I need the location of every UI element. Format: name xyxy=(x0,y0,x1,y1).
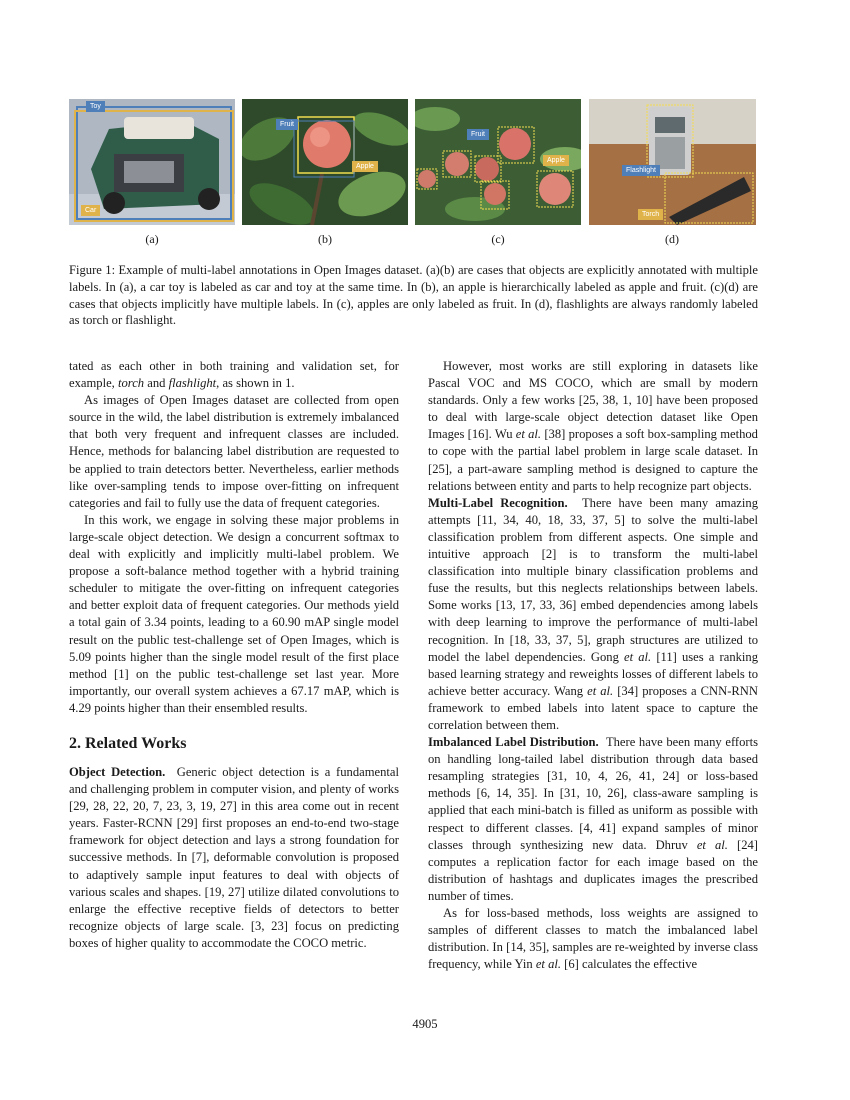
paragraph-object-detection: Object Detection. Generic object detection is a fundamental and challenging problem in computer vision, and plenty of works [29, 28, 22, 20, 7, 23, 3, 19, 27] in this area come out in recent years. Faster-RCNN [29] first proposes an end-to-end two-stage framework for object detection and lays a strong foundation for successive methods. In [7], deformable convolution is proposed to adaptively sample input features to deal with objects of various scales and shapes. [19, 27] utilize dilated convolutions to enlarge the effective receptive fields of detectors to better recognize objects of large scale. [3, 23] focus on predicting boxes of higher quality to accommodate the COCO metric. xyxy=(69,764,399,950)
paragraph: As images of Open Images dataset are collected from open source in the wild, the label distribution is extremely imbalanced that both very frequent and infrequent classes are included. Hence, methods for balancing label distribution are requested to be applied to train detectors better. Nevertheless, earlier methods like over-sampling tends to impose over-fitting on infrequent categories and fail to fully use the data of frequent categories. xyxy=(69,393,399,510)
left-column xyxy=(69,358,399,952)
paragraph: tated as each other in both training and validation set, for example, torch and flashlight, as shown in 1. xyxy=(69,359,399,391)
label-tag-fruit: Fruit xyxy=(467,129,489,140)
page-number: 4905 xyxy=(412,1017,438,1031)
label-tag-car: Car xyxy=(81,205,100,216)
subfigure-label-a: (a) xyxy=(145,232,159,246)
subfigure-label-c: (c) xyxy=(491,232,505,246)
section-heading: 2. Related Works xyxy=(69,734,187,752)
paragraph: However, most works are still exploring in datasets like Pascal VOC and MS COCO, which are small by modern standards. Only a few works [25, 38, 1, 10] have been proposed to deal with large-scale object detection dataset like Open Images [16]. Wu et al. [38] proposes a soft box-sampling method to cope with the partial label problem in large scale dataset. In [25], a part-aware sampling method is designed to capture the relations between entity and parts to help recognize part objects. xyxy=(428,359,758,493)
figure-panel-c-apples xyxy=(415,99,581,225)
paragraph: As for loss-based methods, loss weights are assigned to samples of different classes to match the imbalanced label distribution. In [14, 35], samples are re-weighted by inverse class frequency, while Yin et al. [6] calculates the effective xyxy=(428,906,758,972)
run-in-heading: Multi-Label Recognition. xyxy=(428,495,568,510)
run-in-heading: Object Detection. xyxy=(69,764,166,779)
figure-caption: Figure 1: Example of multi-label annotations in Open Images dataset. (a)(b) are cases that objects are explicitly annotated with multiple labels. In (a), a car toy is labeled as car and toy at the same time. In (b), an apple is hierarchically labeled as apple and fruit. (c)(d) are cases that objects implicitly have multiple labels. In (c), apples are only labeled as fruit. In (d), flashlights are always randomly labeled as torch or flashlight. xyxy=(69,263,758,328)
figure-panel-d-flashlight xyxy=(589,99,756,225)
paragraph: In this work, we engage in solving these major problems in large-scale object detection. We design a concurrent softmax to deal with explicitly and implicitly multi-label problem. We propose a soft-balance method together with a hybrid training scheduler to mitigate the over-fitting on infrequent categories and better exploit data of frequent categories. Our methods yield a total gain of 3.34 points, leading to a 60.90 mAP single model result on the public test-challenge set of Open Images, which is 5.09 points higher than the single model result of the first place method [1] on the public test-challenge set last year. More importantly, our overall system achieves a 67.17 mAP, which is 4.29 points higher than their ensembled results. xyxy=(69,512,399,715)
label-tag-toy: Toy xyxy=(86,101,105,112)
label-tag-torch: Torch xyxy=(638,209,663,220)
flashlight-image xyxy=(589,99,756,225)
figure-panel-b-apple xyxy=(242,99,408,225)
figure-panel-a-toy-car xyxy=(69,99,235,225)
subfigure-label-d: (d) xyxy=(665,232,679,246)
label-tag-flashlight: Flashlight xyxy=(622,165,660,176)
label-tag-apple: Apple xyxy=(352,161,378,172)
paragraph-imbalanced: Imbalanced Label Distribution. There have been many efforts on handling long-tailed label distribution through data based resampling strategies [31, 10, 4, 26, 41, 24] or loss-based methods [6, 14, 35]. In [31, 10, 26], class-aware sampling is applied that each mini-batch is filled as uniform as possible with respect to different classes. [4, 41] expand samples of minor classes through synthesizing new data. Dhruv et al. [24] computes a replication factor for each image based on the distribution of hashtags and duplicates images the prescribed number of times. xyxy=(428,735,758,903)
figure-1 xyxy=(69,99,756,225)
right-column xyxy=(428,358,758,973)
run-in-heading: Imbalanced Label Distribution. xyxy=(428,735,599,750)
paragraph-multi-label: Multi-Label Recognition. There have been many amazing attempts [11, 34, 40, 18, 33, 37, 5] to solve the multi-label classification problem from different aspects. One simple and intuitive approach [2] is to transform the multi-label classification into multiple binary classification problems and fuse the results, but this neglects relationships between labels. Some works [13, 17, 33, 36] embed dependencies among labels with deep learning to improve the performance of multi-label recognition. In [18, 33, 37, 5], graph structures are utilized to model the label dependencies. Gong et al. [11] uses a ranking based learning strategy and reweights losses of different labels to achieve better accuracy. Wang et al. [34] proposes a CNN-RNN framework to embed labels into latent space to capture the correlation between them. xyxy=(428,495,759,732)
label-tag-fruit: Fruit xyxy=(276,119,298,130)
label-tag-apple: Apple xyxy=(543,155,569,166)
subfigure-label-b: (b) xyxy=(318,232,332,246)
apple-image xyxy=(242,99,408,225)
